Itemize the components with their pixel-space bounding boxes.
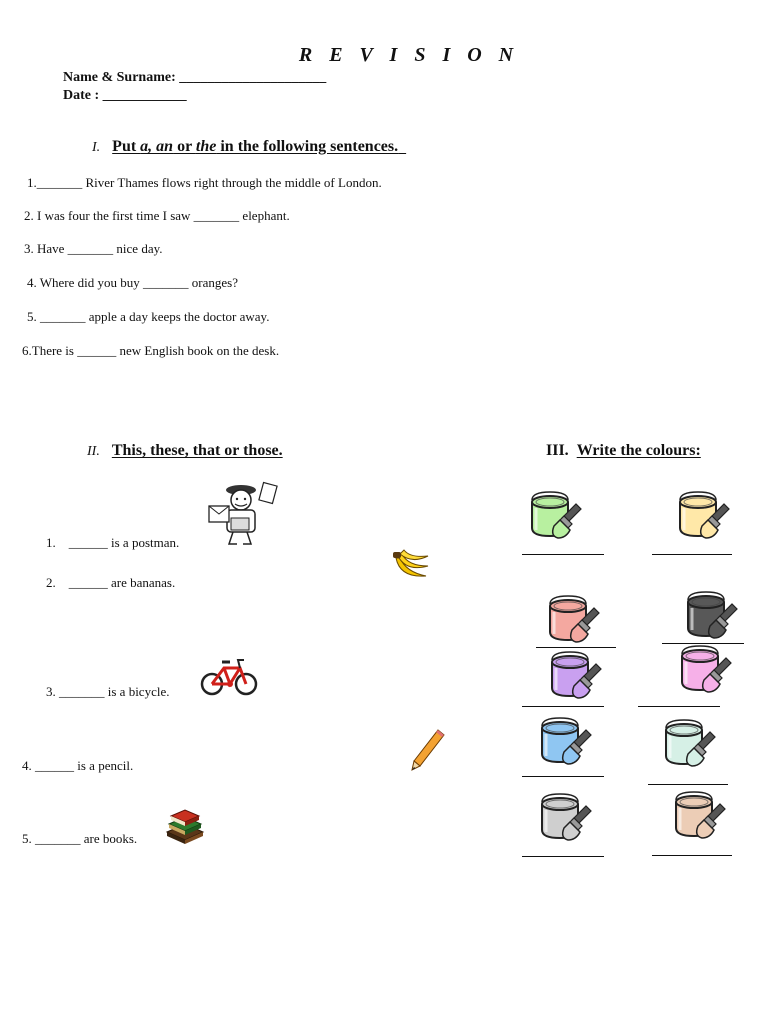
pencil-icon xyxy=(410,728,446,772)
colour-answer-line-4[interactable] xyxy=(662,643,744,644)
date-field: Date : ____________ xyxy=(63,88,187,103)
bananas-icon xyxy=(390,548,432,584)
colour-answer-line-2[interactable] xyxy=(652,554,732,555)
paint-can-icon xyxy=(684,590,740,646)
worksheet-title: R E V I S I O N xyxy=(298,44,520,66)
paint-can-icon xyxy=(678,644,734,700)
sentence-2: 2. I was four the first time I saw _______ elephant. xyxy=(24,208,290,223)
colour-answer-line-6[interactable] xyxy=(638,706,720,707)
sentence-6: 6.There is ______ new English book on the desk. xyxy=(22,343,280,358)
section-3-heading: III. Write the colours: xyxy=(546,442,701,459)
postman-icon xyxy=(203,476,283,548)
exercise-2-item-1: 1. ______ is a postman. xyxy=(46,535,180,550)
bicycle-icon xyxy=(200,652,258,696)
sentence-3: 3. Have _______ nice day. xyxy=(24,241,163,256)
paint-can-icon xyxy=(676,490,732,546)
sentence-4: 4. Where did you buy _______ oranges? xyxy=(27,275,238,290)
colour-answer-line-1[interactable] xyxy=(522,554,604,555)
section-1-number: I. xyxy=(92,140,101,155)
paint-can-icon xyxy=(548,650,604,706)
exercise-2-item-4: 4. ______ is a pencil. xyxy=(22,758,134,773)
section-1-heading: I. Put a, an or the in the following sentences. xyxy=(92,138,399,155)
paint-can-icon xyxy=(538,716,594,772)
colour-answer-line-5[interactable] xyxy=(522,706,604,707)
sentence-1: 1._______ River Thames flows right through the middle of London. xyxy=(27,175,382,190)
paint-can-icon xyxy=(662,718,718,774)
colour-answer-line-10[interactable] xyxy=(652,855,732,856)
paint-can-icon xyxy=(538,792,594,848)
sentence-5: 5. _______ apple a day keeps the doctor away. xyxy=(27,309,270,324)
name-surname-field: Name & Surname: _____________________ xyxy=(63,70,327,85)
paint-can-icon xyxy=(672,790,728,846)
paint-can-icon xyxy=(546,594,602,650)
colour-answer-line-9[interactable] xyxy=(522,856,604,857)
paint-can-icon xyxy=(528,490,584,546)
colour-answer-line-8[interactable] xyxy=(648,784,728,785)
section-2-heading: II. This, these, that or those. xyxy=(87,442,283,459)
colour-answer-line-7[interactable] xyxy=(522,776,604,777)
exercise-2-item-5: 5. _______ are books. xyxy=(22,831,138,846)
exercise-2-item-2: 2. ______ are bananas. xyxy=(46,575,176,590)
books-icon xyxy=(163,806,207,844)
exercise-2-item-3: 3. _______ is a bicycle. xyxy=(46,684,170,699)
colour-answer-line-3[interactable] xyxy=(536,647,616,648)
